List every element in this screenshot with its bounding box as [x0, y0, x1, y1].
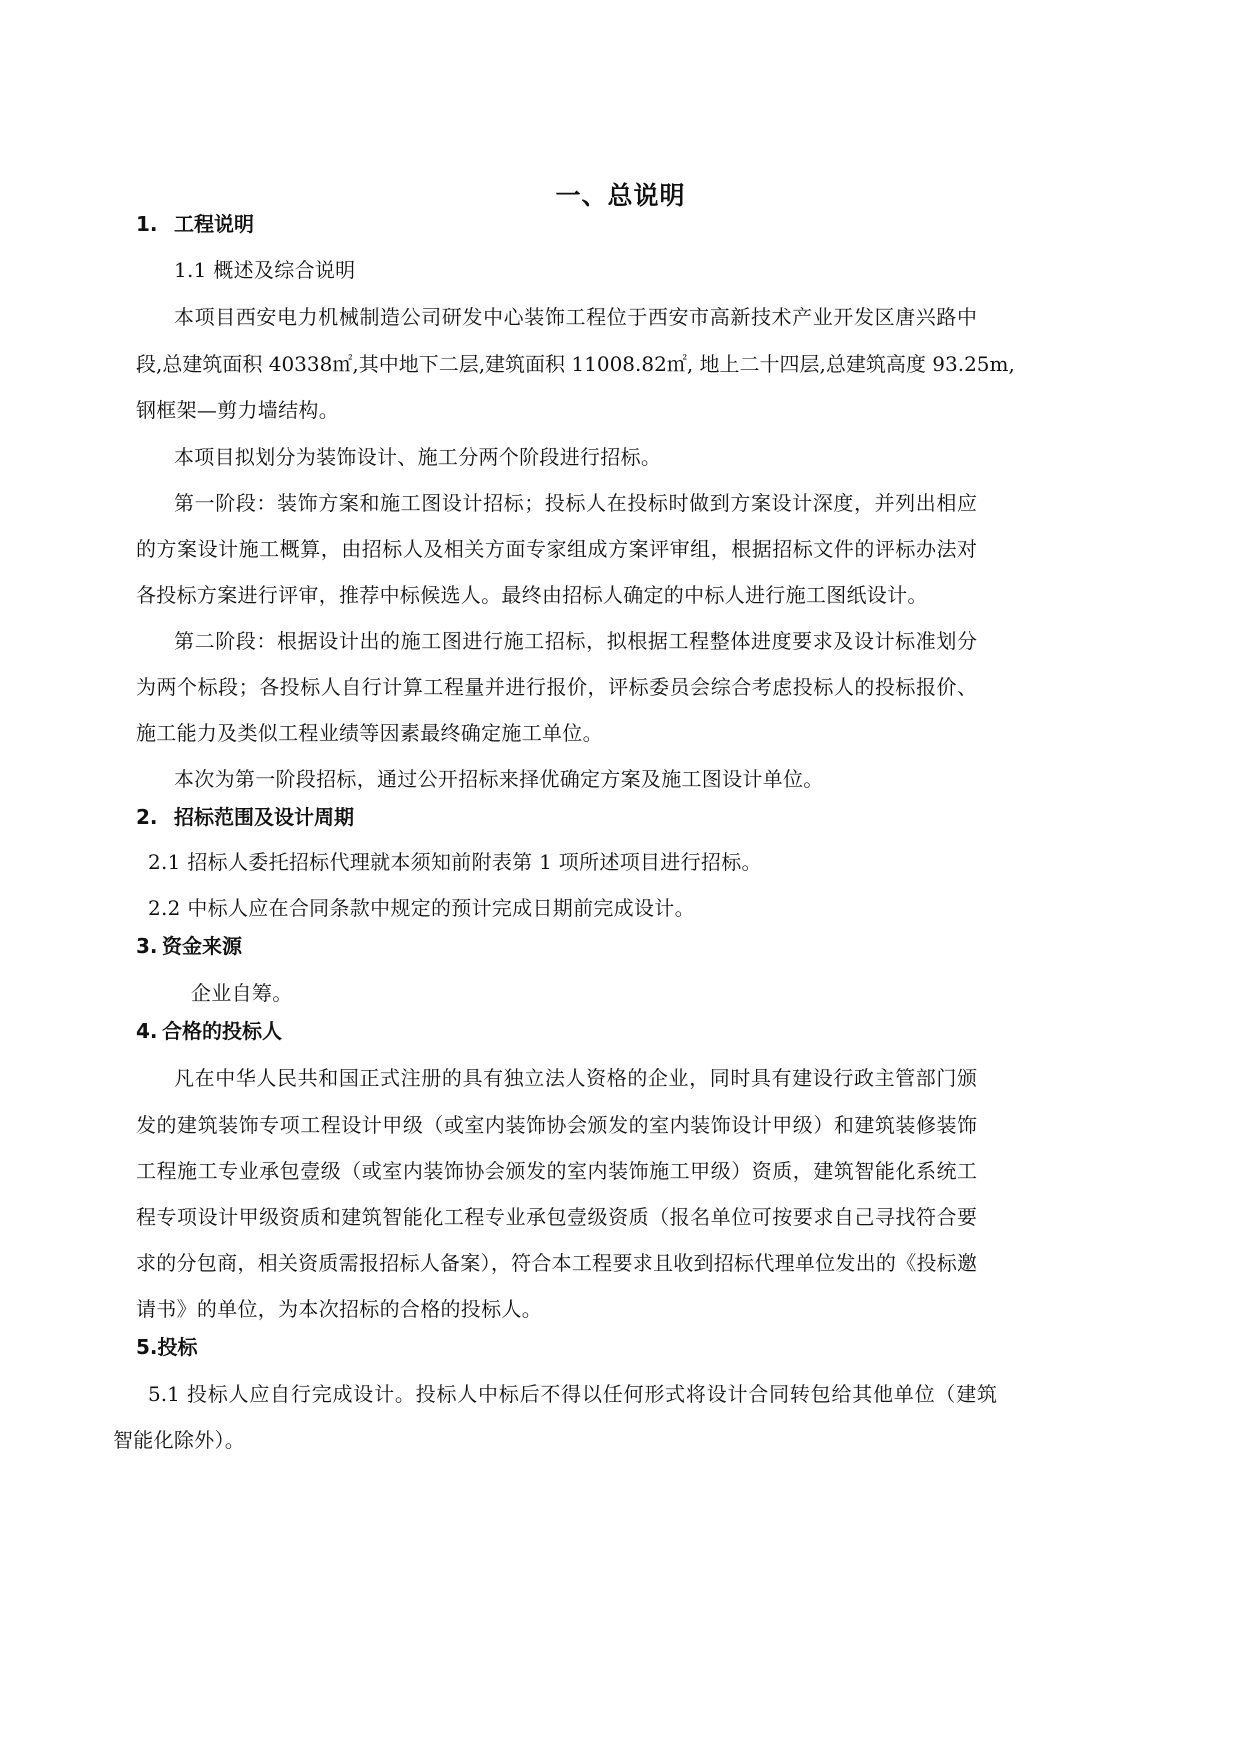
paragraph-line: 求的分包商，相关资质需报招标人备案），符合本工程要求且收到招标代理单位发出的《投标邀 [136, 1251, 977, 1275]
paragraph-line: 钢框架—剪力墙结构。 [136, 398, 339, 422]
paragraph-line: 的方案设计施工概算，由招标人及相关方面专家组成方案评审组，根据招标文件的评标办法对 [136, 537, 977, 561]
paragraph-line: 本次为第一阶段招标，通过公开招标来择优确定方案及施工图设计单位。 [174, 767, 824, 791]
section-number: 2. [136, 805, 158, 829]
paragraph-line: 程专项设计甲级资质和建筑智能化工程专业承包壹级资质（报名单位可按要求自己寻找符合要 [136, 1205, 977, 1229]
paragraph-line: 为两个标段；各投标人自行计算工程量并进行报价，评标委员会综合考虑投标人的投标报价、 [136, 675, 977, 699]
section-heading-1 [136, 208, 254, 237]
list-item: 2.2 中标人应在合同条款中规定的预计完成日期前完成设计。 [148, 896, 695, 920]
paragraph-line: 5.1 投标人应自行完成设计。投标人中标后不得以任何形式将设计合同转包给其他单位（建筑 [148, 1382, 997, 1406]
subsection-heading-1-1: 1.1 概述及综合说明 [174, 258, 356, 282]
paragraph-line: 施工能力及类似工程业绩等因素最终确定施工单位。 [136, 721, 603, 745]
page-title: 一、总说明 [555, 181, 686, 210]
section-number: 5. [136, 1335, 158, 1359]
section-title: 合格的投标人 [162, 1019, 282, 1043]
paragraph-line: 本项目西安电力机械制造公司研发中心装饰工程位于西安市高新技术产业开发区唐兴路中 [174, 305, 977, 329]
section-title: 工程说明 [174, 212, 254, 236]
section-number: 1. [136, 212, 158, 236]
section-title: 投标 [157, 1335, 198, 1359]
section-title: 资金来源 [162, 934, 242, 958]
paragraph-line: 第二阶段：根据设计出的施工图进行施工招标，拟根据工程整体进度要求及设计标准划分 [174, 629, 977, 653]
section-number: 3. [136, 934, 158, 958]
paragraph-line: 发的建筑装饰专项工程设计甲级（或室内装饰协会颁发的室内装饰设计甲级）和建筑装修装饰 [136, 1113, 977, 1137]
section-heading-5 [136, 1331, 198, 1360]
paragraph-line: 凡在中华人民共和国正式注册的具有独立法人资格的企业，同时具有建设行政主管部门颁 [174, 1066, 977, 1090]
section-heading-4 [136, 1015, 282, 1044]
paragraph-line: 段,总建筑面积 40338㎡,其中地下二层,建筑面积 11008.82㎡, 地上二十四层,总建筑高度 93.25m, [136, 352, 1015, 376]
section-heading-3 [136, 930, 242, 959]
list-item: 2.1 招标人委托招标代理就本须知前附表第 1 项所述项目进行招标。 [148, 850, 762, 874]
section-heading-2 [136, 801, 354, 830]
section-number: 4. [136, 1019, 158, 1043]
paragraph-line: 工程施工专业承包壹级（或室内装饰协会颁发的室内装饰施工甲级）资质，建筑智能化系统工 [136, 1159, 977, 1183]
paragraph-line: 请书》的单位，为本次招标的合格的投标人。 [136, 1297, 542, 1321]
paragraph-line: 各投标方案进行评审，推荐中标候选人。最终由招标人确定的中标人进行施工图纸设计。 [136, 583, 928, 607]
paragraph-line: 第一阶段：装饰方案和施工图设计招标；投标人在投标时做到方案设计深度，并列出相应 [174, 491, 977, 515]
list-item: 企业自筹。 [191, 981, 293, 1005]
paragraph-line: 智能化除外）。 [113, 1428, 246, 1452]
section-title: 招标范围及设计周期 [174, 805, 354, 829]
paragraph-line: 本项目拟划分为装饰设计、施工分两个阶段进行招标。 [174, 445, 662, 469]
